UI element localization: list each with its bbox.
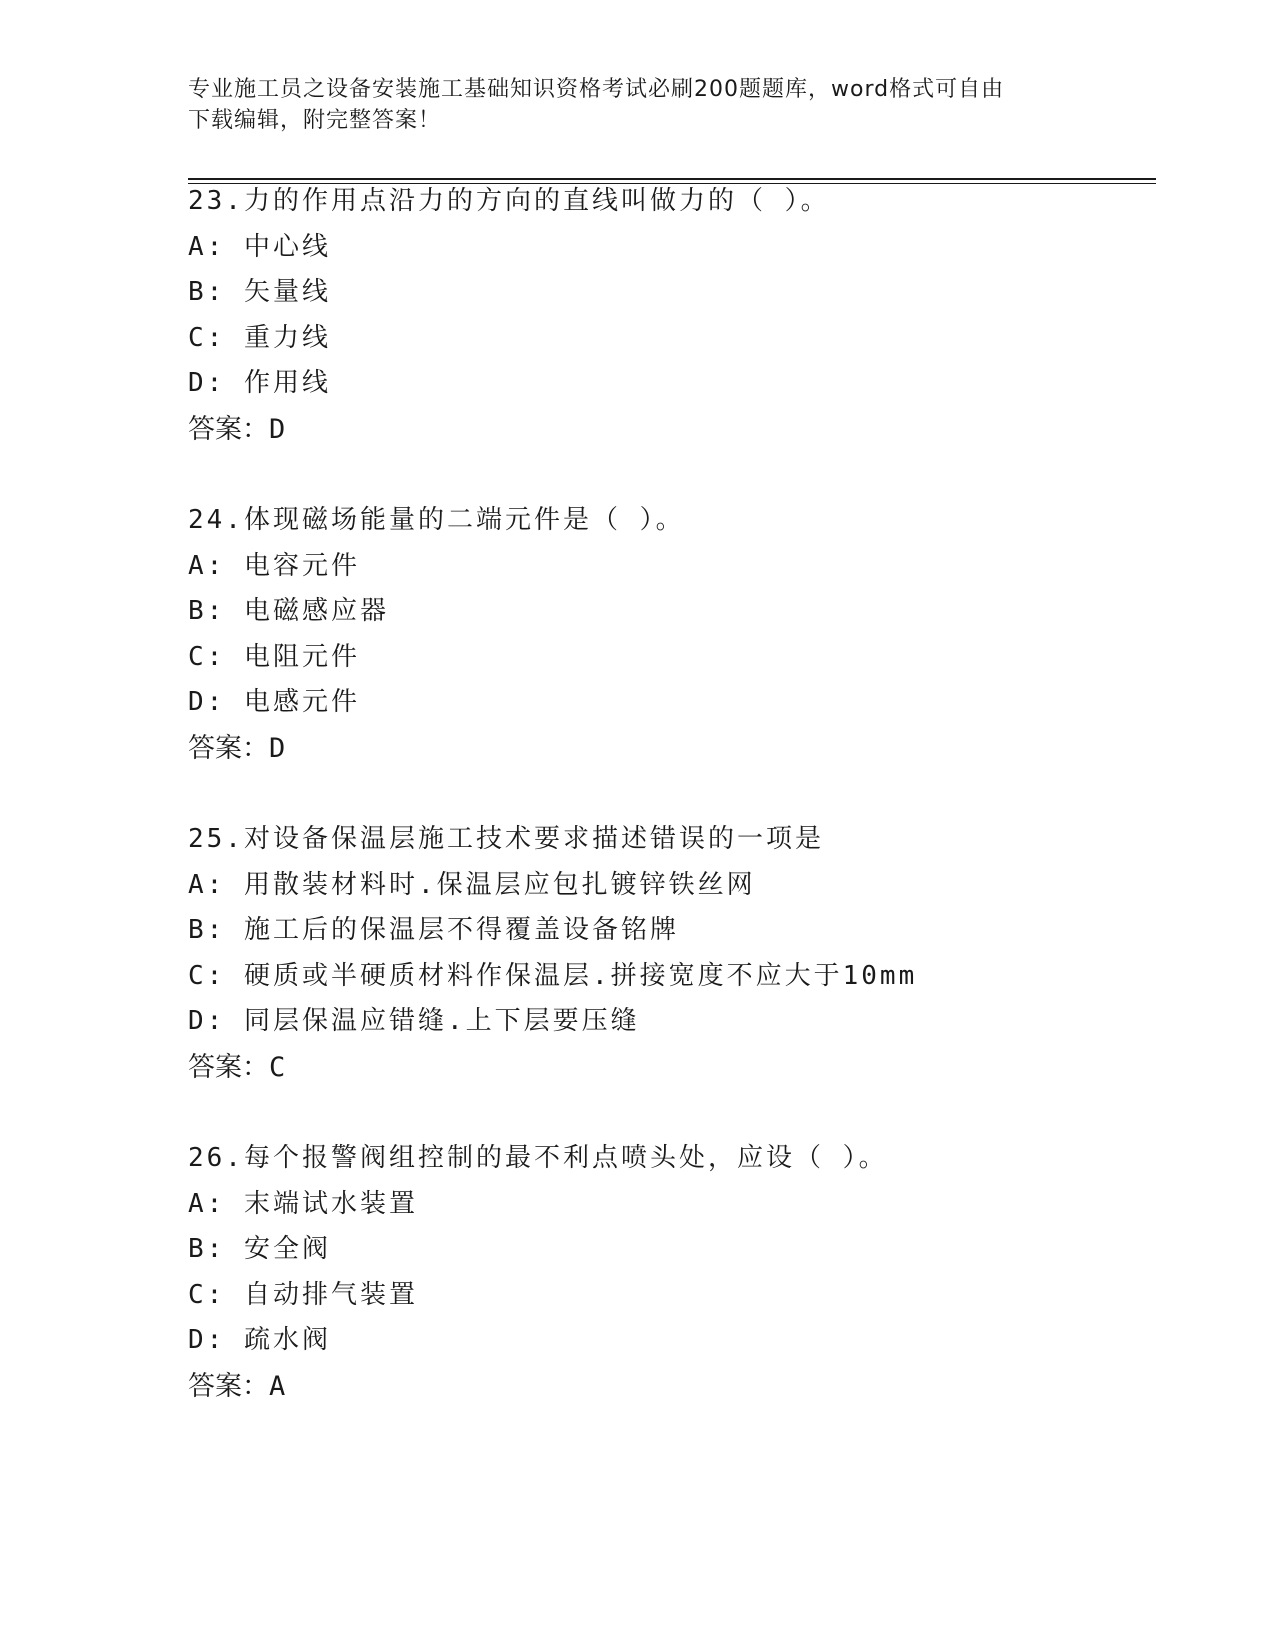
- option-c: C: 自动排气装置: [188, 1279, 418, 1310]
- option-c: C: 重力线: [188, 322, 331, 353]
- answer-label: 答案：: [188, 1370, 269, 1402]
- question-block: [188, 498, 1156, 771]
- answer-value: C: [269, 1051, 286, 1083]
- option-a: A: 用散装材料时.保温层应包扎镀锌铁丝网: [188, 869, 756, 900]
- option-c: C: 硬质或半硬质材料作保温层.拼接宽度不应大于10mm: [188, 960, 918, 991]
- option-d: D: 电感元件: [188, 687, 360, 717]
- answer-label: 答案：: [188, 732, 269, 764]
- answer-label: 答案：: [188, 1051, 269, 1083]
- answer-value: D: [269, 732, 286, 764]
- option-a: A: 末端试水装置: [188, 1188, 418, 1219]
- option-b: B: 矢量线: [188, 277, 331, 307]
- option-b: B: 电磁感应器: [188, 596, 389, 626]
- answer-value: D: [269, 413, 286, 445]
- option-a: A: 中心线: [188, 231, 331, 262]
- question-title: 26.每个报警阀组控制的最不利点喷头处，应设（ ）。: [188, 1143, 888, 1173]
- question-block: [188, 179, 1156, 452]
- answer-value: A: [269, 1370, 286, 1402]
- question-block: [188, 1136, 1156, 1409]
- answer-line: [188, 726, 1156, 772]
- answer-label: 答案：: [188, 413, 269, 445]
- option-b: B: 施工后的保温层不得覆盖设备铭牌: [188, 915, 679, 945]
- question-block: [188, 817, 1156, 1090]
- option-d: D: 同层保温应错缝.上下层要压缝: [188, 1006, 640, 1036]
- question-title: 25.对设备保温层施工技术要求描述错误的一项是: [188, 824, 824, 854]
- option-a: A: 电容元件: [188, 550, 360, 581]
- answer-line: [188, 407, 1156, 453]
- question-title: 23.力的作用点沿力的方向的直线叫做力的（ ）。: [188, 186, 830, 216]
- option-d: D: 作用线: [188, 368, 331, 398]
- header-line-1: 专业施工员之设备安装施工基础知识资格考试必刷200题题库，word格式可自由: [188, 77, 1005, 102]
- answer-line: [188, 1045, 1156, 1091]
- option-d: D: 疏水阀: [188, 1325, 331, 1355]
- option-c: C: 电阻元件: [188, 641, 360, 672]
- header-line-2: 下载编辑，附完整答案！: [188, 108, 442, 133]
- option-b: B: 安全阀: [188, 1234, 331, 1264]
- answer-line: [188, 1364, 1156, 1410]
- document-header: [188, 74, 1078, 136]
- question-title: 24.体现磁场能量的二端元件是（ ）。: [188, 505, 685, 535]
